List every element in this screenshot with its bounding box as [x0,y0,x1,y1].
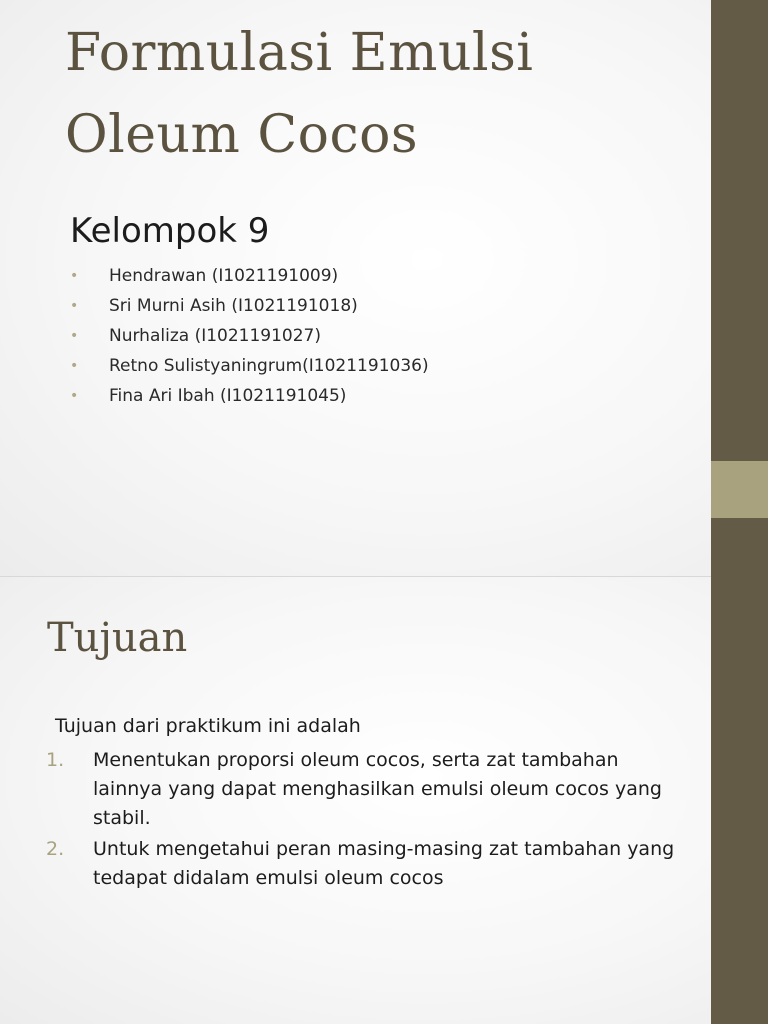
list-item [70,291,429,321]
bullet-icon: • [70,388,79,404]
list-number: 2. [46,838,65,860]
slide-heading: Tujuan [47,615,188,661]
list-item [70,351,429,381]
list-item [70,381,429,411]
goal-text: Untuk mengetahui peran masing-masing zat tambahan yang tedapat didalam emulsi oleum cocos [93,838,675,889]
sidebar-accent-block [711,461,768,518]
list-item [46,746,686,833]
member-list [70,261,429,411]
group-subtitle: Kelompok 9 [70,211,270,251]
list-number: 1. [46,749,65,771]
slide-title [65,12,533,176]
intro-text: Tujuan dari praktikum ini adalah [55,715,361,737]
list-item [70,261,429,291]
bullet-icon: • [70,298,79,314]
goal-list [46,746,686,895]
list-item [46,835,686,893]
bullet-icon: • [70,268,79,284]
title-line-1: Formulasi Emulsi [65,23,534,83]
bullet-icon: • [70,328,79,344]
bullet-icon: • [70,358,79,374]
member-name: Retno Sulistyaningrum(I1021191036) [109,356,429,376]
member-name: Fina Ari Ibah (I1021191045) [109,386,347,406]
list-item [70,321,429,351]
member-name: Hendrawan (I1021191009) [109,266,339,286]
member-name: Sri Murni Asih (I1021191018) [109,296,358,316]
title-line-2: Oleum Cocos [65,105,419,165]
member-name: Nurhaliza (I1021191027) [109,326,322,346]
goal-text: Menentukan proporsi oleum cocos, serta zat tambahan lainnya yang dapat menghasilkan emulsi oleum cocos yang stabil. [93,749,662,829]
goal-slide [0,577,711,1024]
